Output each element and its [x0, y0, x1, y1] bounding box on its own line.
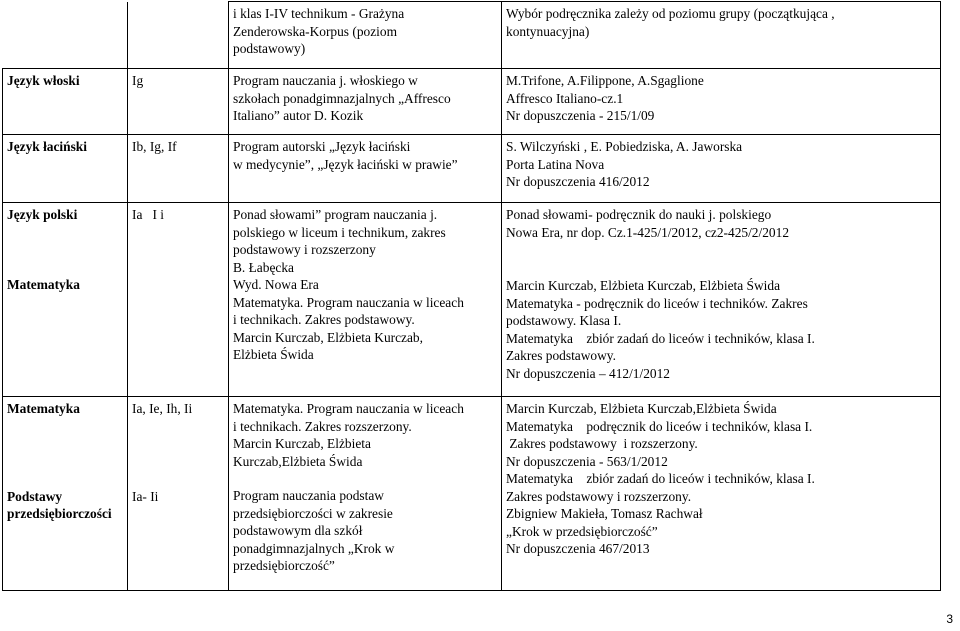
program-line: podstawowy) [233, 41, 306, 56]
program-line: podstawowy i rozszerzony [233, 242, 376, 257]
book-line: S. Wilczyński , E. Pobiedziska, A. Jaworska [506, 139, 743, 154]
subject-name: Język włoski [7, 73, 80, 88]
book-line: Nr dopuszczenia - 563/1/2012 [506, 453, 668, 469]
program-line: i technikach. Zakres podstawowy. [233, 312, 415, 327]
book-line: podstawowy. Klasa I. [506, 313, 622, 328]
book-line: Wybór podręcznika zależy od poziomu grupy (początkująca , [506, 6, 835, 21]
class-cell [128, 2, 229, 69]
program-cell [229, 203, 502, 397]
book-line: Zbigniew Makieła, Tomasz Rachwał [506, 506, 703, 521]
book-line: Matematyka podręcznik do liceów i techników, klasa I. [506, 418, 813, 434]
program-line: Marcin Kurczab, Elżbieta [233, 436, 371, 451]
program-line: Program nauczania podstaw [233, 488, 384, 503]
class-cell [128, 397, 229, 591]
table-row [3, 69, 941, 135]
program-line: podstawowym dla szkół [233, 523, 363, 538]
program-cell [229, 2, 502, 69]
subject-cell [3, 203, 128, 397]
book-line: Matematyka zbiór zadań do liceów i techników, klasa I. [506, 471, 815, 486]
class-label: Ia, Ie, Ih, Ii [132, 401, 193, 416]
class-label: Ig [132, 73, 144, 88]
book-line: Ponad słowami- podręcznik do nauki j. polskiego [506, 207, 772, 222]
book-line: M.Trifone, A.Filippone, A.Sgaglione [506, 73, 704, 88]
subject-name: Język łaciński [7, 139, 87, 154]
subject-name: Matematyka [7, 401, 80, 416]
book-line: Marcin Kurczab, Elżbieta Kurczab,Elżbieta Świda [506, 401, 777, 416]
program-line: i klas I-IV technikum - Grażyna [233, 6, 405, 21]
class-label: Ia I i [132, 207, 164, 222]
page-number: 3 [946, 612, 953, 626]
program-line: w medycynie”, „Język łaciński w prawie” [233, 156, 458, 172]
program-line: i technikach. Zakres rozszerzony. [233, 418, 412, 434]
program-line: Ponad słowami” program nauczania j. [233, 207, 438, 222]
program-line: przedsiębiorczości w zakresie [233, 505, 393, 521]
table-row [3, 135, 941, 203]
subject-name: Język polski [7, 207, 78, 222]
table-row [3, 203, 941, 397]
book-line: Nowa Era, nr dop. Cz.1-425/1/2012, cz2-425/2/2012 [506, 224, 790, 240]
book-cell [502, 69, 941, 135]
program-line: Italiano” autor D. Kozik [233, 108, 364, 123]
program-line: Marcin Kurczab, Elżbieta Kurczab, [233, 329, 423, 345]
class-cell [128, 203, 229, 397]
class-label: Ia- Ii [132, 488, 159, 504]
program-line: ponadgimnazjalnych „Krok w [233, 540, 395, 556]
book-line: Matematyka - podręcznik do liceów i techników. Zakres [506, 295, 808, 311]
book-line: Nr dopuszczenia - 215/1/09 [506, 108, 655, 123]
class-cell [128, 69, 229, 135]
program-line: Program autorski „Język łaciński [233, 139, 411, 154]
subject-name: Matematyka [7, 276, 80, 292]
curriculum-table [2, 1, 941, 591]
program-cell [229, 397, 502, 591]
subject-cell [3, 2, 128, 69]
book-line: „Krok w przedsiębiorczość” [506, 523, 658, 539]
book-line: Zakres podstawowy. [506, 348, 616, 363]
book-cell [502, 2, 941, 69]
program-line: Wyd. Nowa Era [233, 277, 319, 292]
subject-name: przedsiębiorczości [7, 506, 112, 521]
program-line: Kurczab,Elżbieta Świda [233, 453, 363, 469]
program-line: Matematyka. Program nauczania w liceach [233, 401, 464, 416]
program-line: Zenderowska-Korpus (poziom [233, 23, 397, 39]
book-line: Nr dopuszczenia – 412/1/2012 [506, 365, 670, 381]
program-line: Matematyka. Program nauczania w liceach [233, 294, 464, 310]
class-cell [128, 135, 229, 203]
program-line: polskiego w liceum i technikum, zakres [233, 224, 446, 240]
program-line: B. Łabęcka [233, 259, 294, 275]
program-line: Program nauczania j. włoskiego w [233, 73, 418, 88]
book-line: kontynuacyjna) [506, 23, 590, 39]
book-line: Nr dopuszczenia 467/2013 [506, 541, 650, 556]
table-row [3, 2, 941, 69]
book-line: Marcin Kurczab, Elżbieta Kurczab, Elżbieta Świda [506, 278, 781, 293]
book-line: Porta Latina Nova [506, 156, 605, 172]
book-cell [502, 397, 941, 591]
class-label: Ib, Ig, If [132, 139, 177, 154]
table-row [3, 397, 941, 591]
program-cell [229, 135, 502, 203]
program-line: przedsiębiorczość” [233, 558, 335, 573]
program-cell [229, 69, 502, 135]
book-line: Nr dopuszczenia 416/2012 [506, 174, 650, 189]
program-line: Elżbieta Świda [233, 347, 314, 362]
book-cell [502, 203, 941, 397]
subject-cell [3, 69, 128, 135]
subject-name: Podstawy [7, 488, 63, 504]
program-line: szkołach ponadgimnazjalnych „Affresco [233, 90, 451, 106]
book-line: Affresco Italiano-cz.1 [506, 90, 624, 106]
book-line: Matematyka zbiór zadań do liceów i techników, klasa I. [506, 330, 815, 346]
book-cell [502, 135, 941, 203]
subject-cell [3, 135, 128, 203]
book-line: Zakres podstawowy i rozszerzony. [506, 436, 698, 451]
book-line: Zakres podstawowy i rozszerzony. [506, 488, 692, 504]
subject-cell [3, 397, 128, 591]
